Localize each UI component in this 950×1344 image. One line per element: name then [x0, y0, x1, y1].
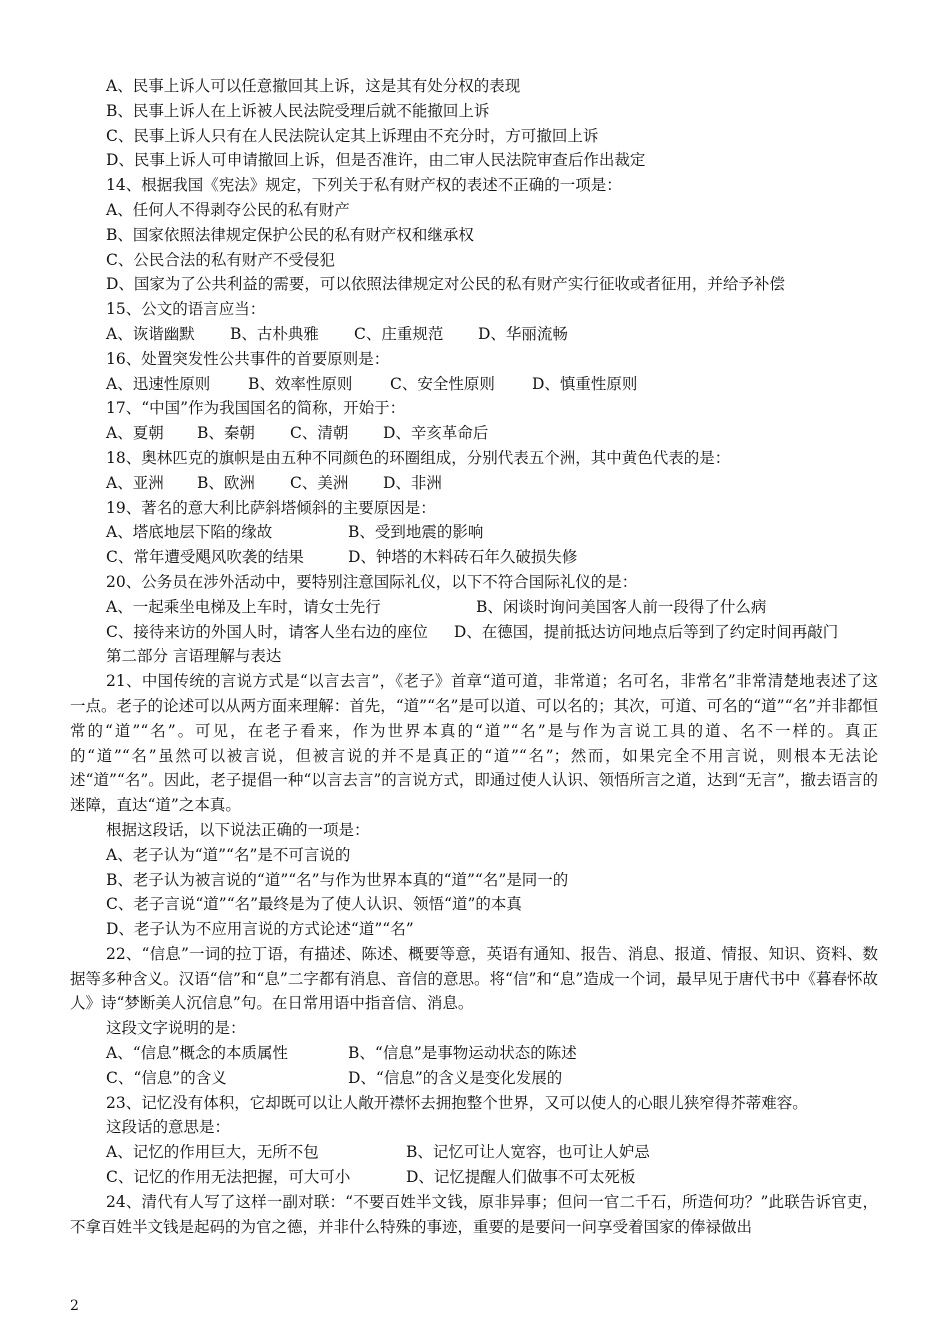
- q21-option-b: B、老子认为被言说的“道”“名”与作为世界本真的“道”“名”是同一的: [106, 870, 569, 889]
- q16-option-a: A、迅速性原则: [106, 374, 211, 393]
- q15-option-c: C、庄重规范: [354, 324, 444, 343]
- q17-option-b: B、秦朝: [197, 424, 255, 443]
- q15-option-a: A、诙谐幽默: [106, 324, 195, 343]
- q17-stem: 17、“中国”作为我国国名的简称，开始于：: [106, 399, 406, 418]
- q14-option-d: D、国家为了公共利益的需要，可以依照法律规定对公民的私有财产实行征收或者征用，并给予补偿: [106, 275, 785, 294]
- page-content: [70, 74, 878, 1239]
- q18-option-c: C、美洲: [290, 473, 349, 492]
- q23-passage: 23、记忆没有体积，它却既可以让人敞开襟怀去拥抱整个世界，又可以使人的心眼儿狭窄得芥蒂难容。: [106, 1093, 808, 1112]
- q19-option-a: A、塔底地层下陷的缘故: [106, 523, 273, 542]
- q17-option-d: D、辛亥革命后: [383, 424, 489, 443]
- q17-option-c: C、清朝: [290, 424, 349, 443]
- q19-options-cd: [70, 545, 878, 570]
- q20-options-ab: [70, 595, 878, 620]
- q20-option-d: D、在德国，提前抵达访问地点后等到了约定时间再敲门: [453, 622, 839, 641]
- q15-options: [70, 322, 878, 347]
- q22-options-ab: [70, 1041, 878, 1066]
- q22-options-cd: [70, 1066, 878, 1091]
- q23-option-c: C、记忆的作用无法把握，可大可小: [106, 1168, 351, 1187]
- q22-passage: 22、“信息”一词的拉丁语，有描述、陈述、概要等意，英语有通知、报告、消息、报道、情报、知识、资料、数据等多种含义。汉语“信”和“息”二字都有消息、音信的意思。将“信”和“息”造成一个词，最早见于唐代书中《暮春怀故人》诗“梦断美人沉信息”句。在日常用语中指音信、消息。: [70, 944, 878, 1013]
- q21-passage: 21、中国传统的言说方式是“以言去言”，《老子》首章“道可道，非常道；名可名，非常名”非常清楚地表述了这一点。老子的论述可以从两方面来理解：首先，“道”“名”是可以道、可以名的；其次，可道、可名的“道”“名”并非都恒常的“道”“名”。可见，在老子看来，作为世界本真的“道”“名”是与作为言说工具的道、名不一样的。真正的“道”“名”虽然可以被言说，但被言说的并不是真正的“道”“名”；然而，如果完全不用言说，则根本无法论述“道”“名”。因此，老子提倡一种“以言去言”的言说方式，即通过使人认识、领悟所言之道，达到“无言”，撤去语言的迷障，直达“道”之本真。: [70, 672, 878, 815]
- q21-question: 根据这段话，以下说法正确的一项是：: [106, 820, 370, 839]
- q16-options: [70, 372, 878, 397]
- q15-option-b: B、古朴典雅: [230, 324, 319, 343]
- q20-option-b: B、闲谈时询问美国客人前一段得了什么病: [476, 597, 767, 616]
- q17-options: [70, 421, 878, 446]
- q14-option-b: B、国家依照法律规定保护公民的私有财产权和继承权: [106, 225, 474, 244]
- q19-option-b: B、受到地震的影响: [348, 523, 484, 542]
- q23-option-a: A、记忆的作用巨大，无所不包: [106, 1143, 319, 1162]
- q14-stem: 14、根据我国《宪法》规定，下列关于私有财产权的表述不正确的一项是：: [106, 176, 622, 195]
- q21-option-a: A、老子认为“道”“名”是不可言说的: [106, 845, 351, 864]
- q13-option-c: C、民事上诉人只有在人民法院认定其上诉理由不充分时，方可撤回上诉: [106, 126, 599, 145]
- q18-stem: 18、奥林匹克的旗帜是由五种不同颜色的环圈组成，分别代表五个洲，其中黄色代表的是：: [106, 448, 731, 467]
- q18-option-b: B、欧洲: [197, 473, 255, 492]
- q20-option-a: A、一起乘坐电梯及上车时，请女士先行: [106, 597, 381, 616]
- q15-stem: 15、公文的语言应当：: [106, 300, 266, 319]
- q21-option-d: D、老子认为不应用言说的方式论述“道”“名”: [106, 920, 414, 939]
- q19-options-ab: [70, 520, 878, 545]
- q23-question: 这段话的意思是：: [106, 1118, 231, 1137]
- q22-option-b: B、“信息”是事物运动状态的陈述: [348, 1044, 577, 1063]
- q22-question: 这段文字说明的是：: [106, 1019, 246, 1038]
- q14-option-a: A、任何人不得剥夺公民的私有财产: [106, 200, 350, 219]
- q23-options-ab: [70, 1140, 878, 1165]
- q19-option-d: D、钟塔的木料砖石年久破损失修: [348, 548, 578, 567]
- q13-option-d: D、民事上诉人可申请撤回上诉，但是否准许，由二审人民法院审查后作出裁定: [106, 151, 646, 170]
- q21-option-c: C、老子言说“道”“名”最终是为了使人认识、领悟“道”的本真: [106, 895, 522, 914]
- q23-options-cd: [70, 1165, 878, 1190]
- q19-stem: 19、著名的意大利比萨斜塔倾斜的主要原因是：: [106, 498, 436, 517]
- q18-option-a: A、亚洲: [106, 473, 164, 492]
- q15-option-d: D、华丽流畅: [478, 324, 568, 343]
- q16-option-d: D、慎重性原则: [532, 374, 638, 393]
- q23-option-b: B、记忆可让人宽容，也可让人妒忌: [406, 1143, 650, 1162]
- page-number: 2: [70, 1298, 79, 1314]
- q18-option-d: D、非洲: [383, 473, 442, 492]
- q16-option-b: B、效率性原则: [248, 374, 353, 393]
- q16-stem: 16、处置突发性公共事件的首要原则是：: [106, 349, 390, 368]
- q22-option-a: A、“信息”概念的本质属性: [106, 1044, 289, 1063]
- q18-options: [70, 471, 878, 496]
- q20-stem: 20、公务员在涉外活动中，要特别注意国际礼仪，以下不符合国际礼仪的是：: [106, 572, 638, 591]
- q24-passage: 24、清代有人写了这样一副对联：“不要百姓半文钱，原非异事；但问一官二千石，所造何功？”此联告诉官吏，不拿百姓半文钱是起码的为官之德，并非什么特殊的事迹，重要的是要问一问享受着国家的俸禄做出: [70, 1192, 878, 1236]
- q22-option-d: D、“信息”的含义是变化发展的: [348, 1068, 563, 1087]
- q13-option-a: A、民事上诉人可以任意撤回其上诉，这是其有处分权的表现: [106, 77, 521, 95]
- q20-options-cd: [70, 620, 878, 645]
- q19-option-c: C、常年遭受飓风吹袭的结果: [106, 548, 304, 567]
- q13-option-b: B、民事上诉人在上诉被人民法院受理后就不能撤回上诉: [106, 101, 490, 120]
- q17-option-a: A、夏朝: [106, 424, 164, 443]
- section-2-title: 第二部分 言语理解与表达: [106, 647, 282, 666]
- q20-option-c: C、接待来访的外国人时，请客人坐右边的座位: [106, 622, 428, 641]
- q23-option-d: D、记忆提醒人们做事不可太死板: [406, 1168, 636, 1187]
- q16-option-c: C、安全性原则: [390, 374, 495, 393]
- q22-option-c: C、“信息”的含义: [106, 1068, 227, 1087]
- q14-option-c: C、公民合法的私有财产不受侵犯: [106, 250, 335, 269]
